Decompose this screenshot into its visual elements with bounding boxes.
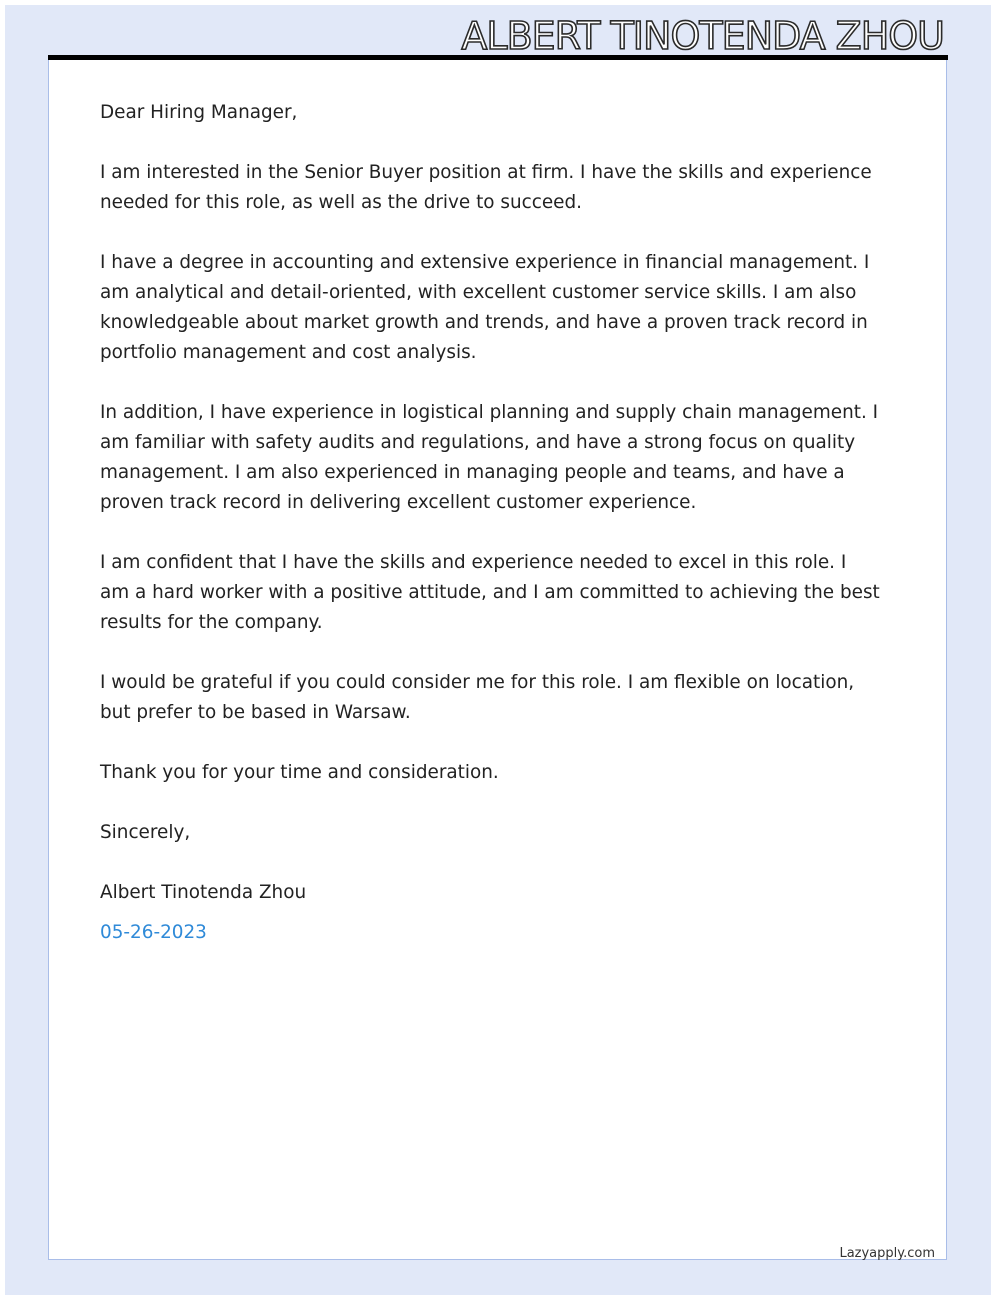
paragraph-2: I have a degree in accounting and extensive experience in financial management. I am analytical and detail-oriented, with excellent customer service skills. I am also knowledgeable about market growth and trends, and have a proven track record in portfolio management and cost analysis. [100, 252, 870, 363]
applicant-name-heading: ALBERT TINOTENDA ZHOU [461, 14, 944, 58]
salutation: Dear Hiring Manager, [100, 102, 298, 123]
paragraph-3: In addition, I have experience in logistical planning and supply chain management. I am familiar with safety audits and regulations, and have a strong focus on quality management. I am also experienced in managing people and teams, and have a proven track record in delivering excellent customer experience. [100, 402, 879, 513]
paragraph-6: Thank you for your time and consideration. [100, 762, 499, 783]
paragraph-1: I am interested in the Senior Buyer position at firm. I have the skills and experience needed for this role, as well as the drive to succeed. [100, 162, 872, 213]
footer-brand: Lazyapply.com [839, 1246, 935, 1261]
letter-date: 05-26-2023 [100, 922, 207, 943]
paragraph-5: I would be grateful if you could consider me for this role. I am flexible on location, but prefer to be based in Warsaw. [100, 672, 855, 723]
signature: Albert Tinotenda Zhou [100, 882, 307, 903]
closing: Sincerely, [100, 822, 191, 843]
paragraph-4: I am confident that I have the skills and experience needed to excel in this role. I am a hard worker with a positive attitude, and I am committed to achieving the best results for the company. [100, 552, 880, 633]
cover-letter-body [100, 98, 880, 978]
